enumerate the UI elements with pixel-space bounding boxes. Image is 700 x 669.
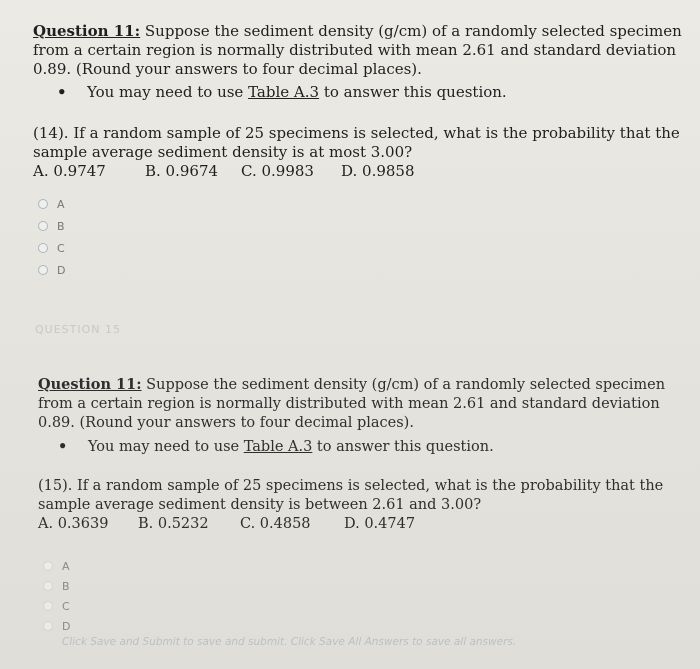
option-label: B	[57, 219, 65, 233]
radio-button[interactable]	[43, 561, 53, 571]
question-14-block	[33, 22, 688, 281]
question-15-label: QUESTION 15	[35, 323, 121, 336]
question-14-options	[38, 193, 688, 281]
option-label: C	[57, 241, 65, 255]
save-instructions: Click Save and Submit to save and submit. Click Save All Answers to save all answers.	[62, 636, 517, 648]
option-c[interactable]	[38, 237, 688, 259]
radio-button[interactable]	[43, 581, 53, 591]
question-15-intro	[38, 375, 688, 433]
radio-button[interactable]	[38, 221, 48, 231]
choice-d-text: D. 0.4747	[344, 516, 416, 532]
question-15-options	[43, 556, 688, 636]
option-c[interactable]	[43, 596, 688, 616]
table-a3-link[interactable]: Table A.3	[243, 439, 313, 455]
radio-button[interactable]	[38, 265, 48, 275]
option-d[interactable]	[43, 616, 688, 636]
table-a3-link[interactable]: Table A.3	[248, 83, 320, 101]
choice-a-text: A. 0.3639	[38, 516, 109, 532]
choice-b-text: B. 0.9674	[145, 162, 219, 180]
question-15-choices	[38, 515, 688, 534]
question-15-hint	[58, 437, 688, 457]
option-b[interactable]	[43, 576, 688, 596]
question-15-stem: (15). If a random sample of 25 specimens is selected, what is the probability that the sample average sediment density is between 2.61 and 3.00?	[38, 478, 664, 513]
question-14-heading: Question 11:	[33, 22, 141, 40]
option-label: D	[57, 263, 66, 277]
question-14-intro	[33, 22, 688, 79]
question-15-intro-text: Suppose the sediment density (g/cm) of a randomly selected specimen from a certain region is normally distributed with mean 2.61 and standard deviation 0.89. (Round your answers to four decimal places).	[38, 377, 666, 431]
choice-d-text: D. 0.9858	[341, 162, 415, 180]
radio-button[interactable]	[38, 199, 48, 209]
question-15-heading: Question 11:	[38, 376, 142, 393]
hint-prefix: You may need to use	[87, 83, 249, 101]
option-label: A	[62, 559, 70, 573]
choice-a-text: A. 0.9747	[33, 162, 106, 180]
radio-button[interactable]	[38, 243, 48, 253]
bullet-icon: •	[57, 83, 67, 101]
option-label: C	[62, 599, 70, 613]
hint-suffix: to answer this question.	[319, 83, 507, 101]
radio-button[interactable]	[43, 621, 53, 631]
choice-c-text: C. 0.4858	[240, 516, 311, 532]
option-a[interactable]	[38, 193, 688, 215]
choice-b-text: B. 0.5232	[138, 516, 209, 532]
radio-button[interactable]	[43, 601, 53, 611]
choice-c-text: C. 0.9983	[241, 162, 314, 180]
option-a[interactable]	[43, 556, 688, 576]
hint-suffix: to answer this question.	[312, 439, 494, 455]
option-b[interactable]	[38, 215, 688, 237]
question-14-hint	[57, 83, 688, 102]
question-14-intro-text: Suppose the sediment density (g/cm) of a randomly selected specimen from a certain region is normally distributed with mean 2.61 and standard deviation 0.89. (Round your answers to four decimal places).	[33, 22, 682, 78]
option-label: B	[62, 579, 70, 593]
option-d[interactable]	[38, 259, 688, 281]
bullet-icon: •	[58, 438, 68, 455]
hint-prefix: You may need to use	[88, 439, 244, 455]
question-14-choices	[33, 162, 688, 181]
question-14-stem: (14). If a random sample of 25 specimens is selected, what is the probability that the sample average sediment density is at most 3.00?	[33, 124, 680, 161]
question-15-block	[38, 375, 688, 636]
option-label: A	[57, 197, 65, 211]
option-label: D	[62, 619, 71, 633]
